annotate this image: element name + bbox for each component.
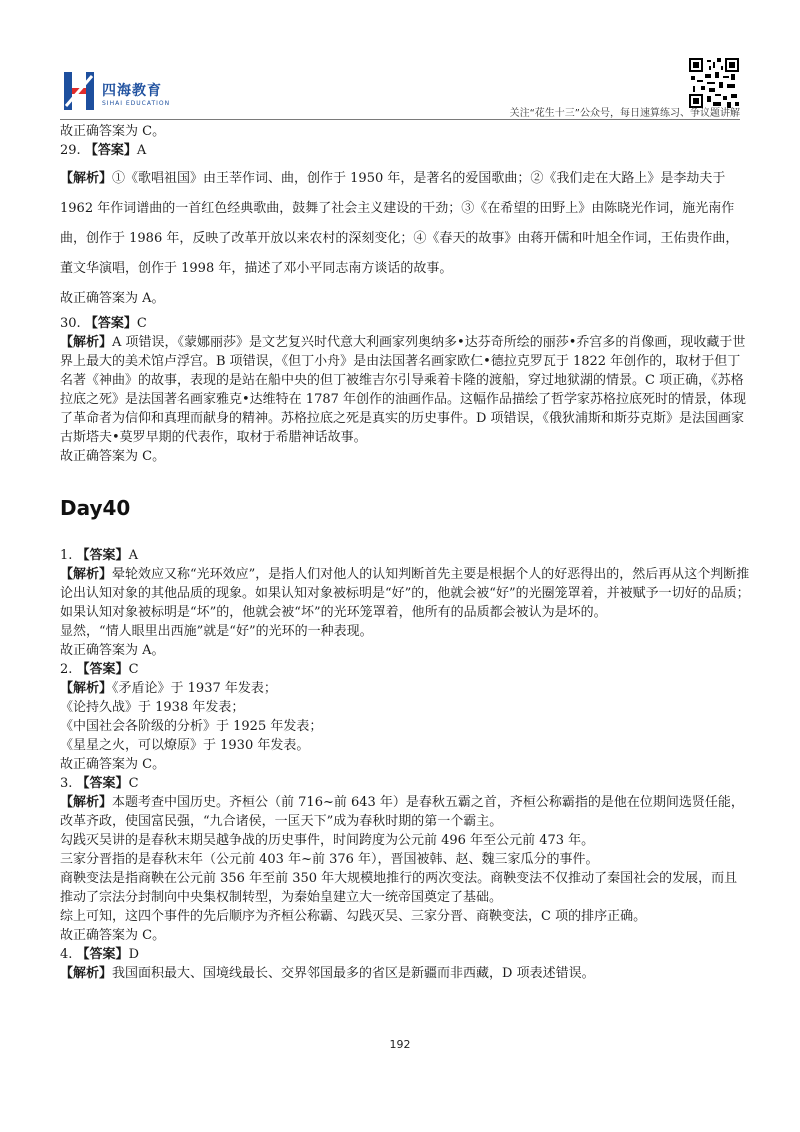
answer-tag: 【答案】 [76, 776, 129, 791]
page-header [0, 0, 800, 122]
answer-conclusion: 故正确答案为 C。 [60, 124, 166, 139]
answer-tag: 【答案】 [76, 947, 129, 962]
explanation-tag: 【解析】 [60, 966, 113, 981]
answer-conclusion: 故正确答案为 C。 [60, 757, 166, 772]
question-number: 1. [60, 548, 73, 563]
explanation-line: 勾践灭吴讲的是春秋末期吴越争战的历史事件，时间跨度为公元前 496 年至公元前 473 年。 [60, 833, 595, 848]
page-number: 192 [389, 1038, 411, 1051]
header-divider [60, 119, 740, 120]
logo-subtext: SIHAI EDUCATION [102, 100, 171, 107]
answer-value: D [128, 947, 139, 962]
explanation-30 [60, 333, 750, 447]
answer-line-3 [60, 774, 750, 793]
answer-tag: 【答案】 [76, 662, 129, 677]
explanation-2 [60, 679, 750, 698]
explanation-tag: 【解析】 [60, 567, 113, 582]
explanation-4 [60, 964, 750, 983]
explanation-tag: 【解析】 [60, 335, 113, 350]
answer-value: A [136, 143, 147, 158]
answer-value: A [128, 548, 138, 563]
brand-logo [62, 70, 182, 114]
question-number: 4. [60, 947, 73, 962]
explanation-text: ①《歌唱祖国》由王莘作词、曲，创作于 1950 年，是著名的爱国歌曲；②《我们走在大路上》是李劫夫于 1962 年作词谱曲的一首红色经典歌曲，鼓舞了社会主义建设的干劲；③《在希望的田野上》由陈晓光作词，施光南作曲，创作于 1986 年，反映了改革开放以来农村的深刻变化；④《春天的故事》由蒋开儒和叶旭全作词，王佑贵作曲，董文华演唱，创作于 1998 年，描述了邓小平同志南方谈话的故事。 [60, 171, 739, 276]
explanation-text: 我国面积最大、国境线最长、交界邻国最多的省区是新疆而非西藏，D 项表述错误。 [112, 966, 595, 981]
question-number: 30. [60, 316, 81, 331]
answer-value: C [128, 662, 139, 677]
logo-text: 四海教育 [102, 83, 162, 99]
question-number: 2. [60, 662, 73, 677]
document-body [60, 122, 750, 983]
explanation-text: A 项错误，《蒙娜丽莎》是文艺复兴时代意大利画家列奥纳多•达芬奇所绘的丽莎•乔宫多的肖像画，现收藏于世界上最大的美术馆卢浮宫。B 项错误，《但丁小舟》是由法国著名画家欧仁•德拉克罗瓦于 1822 年创作的，取材于但丁名著《神曲》的故事，表现的是站在船中央的但丁被维吉尔引导乘着卡隆的渡船，穿过地狱湖的情景。C 项正确，《苏格拉底之死》是法国著名画家雅克•达维特在 1787 年创作的油画作品。这幅作品描绘了哲学家苏格拉底死时的情景，体现了革命者为信仰和真理而献身的精神。苏格拉底之死是真实的历史事件。D 项错误，《俄狄浦斯和斯芬克斯》是法国画家古斯塔夫•莫罗早期的代表作，取材于希腊神话故事。 [60, 335, 747, 445]
explanation-line: 《中国社会各阶级的分析》于 1925 年发表； [60, 719, 323, 734]
answer-conclusion: 故正确答案为 A。 [60, 643, 165, 658]
answer-tag: 【答案】 [76, 548, 129, 563]
explanation-1 [60, 565, 750, 622]
explanation-line: 《论持久战》于 1938 年发表； [60, 700, 245, 715]
explanation-tag: 【解析】 [60, 681, 113, 696]
answer-line-2 [60, 660, 750, 679]
answer-line-30 [60, 314, 750, 333]
answer-line-1 [60, 546, 750, 565]
explanation-tag: 【解析】 [60, 171, 113, 186]
answer-value: C [136, 316, 147, 331]
answer-line-29 [60, 141, 750, 160]
answer-tag: 【答案】 [84, 316, 137, 331]
explanation-text: 本题考查中国历史。齐桓公（前 716~前 643 年）是春秋五霸之首，齐桓公称霸指的是他在位期间选贤任能，改革齐政，使国富民强，“九合诸侯，一匡天下”成为春秋时期的第一个霸主。 [60, 795, 744, 829]
header-slogan: 关注“花生十三”公众号，每日速算练习、争议题讲解 [509, 108, 740, 119]
explanation-3 [60, 793, 750, 831]
explanation-text: 晕轮效应又称“光环效应”，是指人们对他人的认知判断首先主要是根据个人的好恶得出的，然后再从这个判断推论出认知对象的其他品质的现象。如果认知对象被标明是“好”的，他就会被“好”的光圈笼罩着，并被赋予一切好的品质；如果认知对象被标明是“坏”的，他就会被“坏”的光环笼罩着，他所有的品质都会被认为是坏的。 [60, 567, 750, 620]
question-number: 29. [60, 143, 81, 158]
explanation-line: 三家分晋指的是春秋末年（公元前 403 年~前 376 年），晋国被韩、赵、魏三家瓜分的事件。 [60, 852, 599, 867]
answer-conclusion: 故正确答案为 C。 [60, 449, 166, 464]
answer-conclusion: 故正确答案为 C。 [60, 928, 166, 943]
section-title: Day40 [60, 496, 131, 520]
explanation-tag: 【解析】 [60, 795, 113, 810]
explanation-line: 《星星之火，可以燎原》于 1930 年发表。 [60, 738, 310, 753]
explanation-text: 《矛盾论》于 1937 年发表； [112, 681, 277, 696]
answer-conclusion: 故正确答案为 A。 [60, 291, 165, 306]
explanation-29 [60, 164, 750, 284]
explanation-line: 显然，“情人眼里出西施”就是“好”的光环的一种表现。 [60, 624, 373, 639]
question-number: 3. [60, 776, 73, 791]
explanation-line: 商鞅变法是指商鞅在公元前 356 年至前 350 年大规模地推行的两次变法。商鞅变法不仅推动了秦国社会的发展，而且推动了宗法分封制向中央集权制转型，为秦始皇建立大一统帝国奠定了基础。 [60, 871, 738, 905]
explanation-line: 综上可知，这四个事件的先后顺序为齐桓公称霸、勾践灭吴、三家分晋、商鞅变法，C 项的排序正确。 [60, 909, 647, 924]
logo-mark-icon [62, 70, 96, 112]
answer-value: C [128, 776, 139, 791]
answer-tag: 【答案】 [84, 143, 137, 158]
answer-line-4 [60, 945, 750, 964]
qr-code-icon [689, 58, 739, 108]
